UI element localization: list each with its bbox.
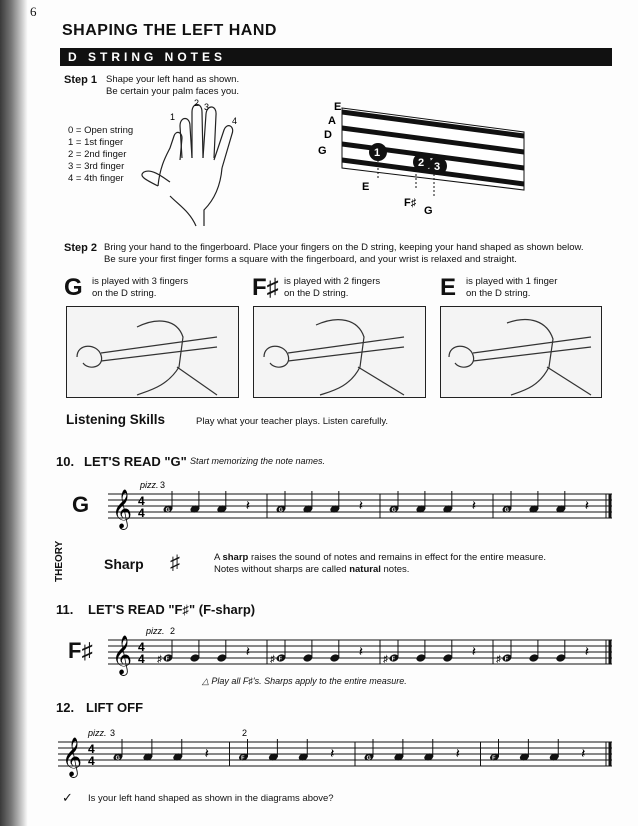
note-name-in-head: F (165, 656, 169, 663)
exercise-11-title: LET'S READ "F♯" (F-sharp) (88, 602, 256, 617)
quarter-rest: 𝄽 (455, 745, 460, 761)
sharp-sign: ♯ (270, 654, 275, 665)
sharp-sign: ♯ (383, 654, 388, 665)
step2-line1: Bring your hand to the fingerboard. Place your fingers on the D string, keeping your hand shaped as shown below. (104, 242, 584, 253)
note-desc-line: is played with 1 finger (466, 276, 558, 287)
exercise-11-note-letter: F♯ (68, 638, 93, 663)
quarter-rest: 𝄽 (471, 497, 477, 513)
finger-number: 3 (110, 728, 116, 738)
step1-line2: Be certain your palm faces you. (106, 86, 240, 97)
finger-number: 2 (194, 98, 200, 108)
legend-item: 0 = Open string (68, 125, 134, 136)
quarter-rest: 𝄽 (358, 497, 364, 513)
check-question: Is your left hand shaped as shown in the diagrams above? (88, 793, 334, 804)
step2-line2: Be sure your first finger forms a square with the fingerboard, and your wrist is relaxed and straight. (104, 254, 517, 265)
finger-number: 1 (170, 112, 176, 122)
string-label: A (328, 115, 336, 127)
theory-line1: A sharp raises the sound of notes and remains in effect for the entire measure. (214, 552, 546, 563)
section-banner: D STRING NOTES (60, 48, 612, 66)
legend-item: 2 = 2nd finger (68, 149, 127, 160)
exercise-10-number: 10. (56, 454, 75, 469)
time-signature-bottom: 4 (138, 506, 145, 520)
treble-clef: 𝄞 (112, 636, 133, 674)
exercise-10-title: LET'S READ "G" (84, 454, 187, 469)
hand-illustration (140, 96, 260, 228)
quarter-rest: 𝄽 (204, 745, 209, 761)
sharp-symbol: ♯ (170, 552, 180, 574)
finger-number: 2 (170, 626, 176, 636)
note-desc-line: on the D string. (284, 288, 349, 299)
note-label: G (424, 205, 433, 217)
finger-marker-number: 3 (434, 161, 441, 173)
note-desc-line: on the D string. (466, 288, 531, 299)
step1-line1: Shape your left hand as shown. (106, 74, 240, 85)
note-name-in-head: G (504, 507, 509, 514)
note-name-in-head: G (278, 507, 283, 514)
note-name-in-head: F (278, 656, 282, 663)
time-signature-top: 4 (88, 742, 95, 756)
note-name-in-head: F (241, 755, 245, 762)
finger-number: 3 (204, 102, 210, 112)
quarter-rest: 𝄽 (245, 497, 251, 513)
staff-exercise-11 (108, 618, 614, 676)
note-name-in-head: G (391, 507, 396, 514)
note-letter: F♯ (252, 274, 279, 301)
note-desc-line: is played with 2 fingers (284, 276, 381, 287)
exercise-11-note: △ Play all F♯'s. Sharps apply to the entire measure. (202, 676, 407, 686)
page-title: SHAPING THE LEFT HAND (62, 22, 277, 39)
photo-fsharp-hand-position (253, 306, 426, 398)
quarter-rest: 𝄽 (584, 497, 590, 513)
check-mark: ✓ (62, 790, 73, 805)
time-signature-bottom: 4 (88, 754, 95, 768)
finger-number: 4 (232, 116, 238, 126)
exercise-12-number: 12. (56, 700, 75, 715)
exercise-11-number: 11. (56, 602, 74, 617)
note-label: E (362, 181, 370, 193)
theory-line2: Notes without sharps are called natural notes. (214, 564, 410, 575)
quarter-rest: 𝄽 (358, 643, 364, 659)
legend-item: 3 = 3rd finger (68, 161, 125, 172)
pizz-marking: pizz. (140, 480, 159, 490)
note-desc-line: is played with 3 fingers (92, 276, 189, 287)
pizz-marking: pizz. (146, 626, 165, 636)
finger-marker-number: 2 (418, 157, 425, 169)
exercise-10-subtitle: Start memorizing the note names. (190, 456, 326, 466)
pizz-marking: pizz. (88, 728, 107, 738)
sharp-sign: ♯ (496, 654, 501, 665)
listening-skills-label: Listening Skills (66, 412, 166, 427)
note-name-in-head: G (115, 755, 120, 762)
photo-g-hand-position (66, 306, 239, 398)
note-name-in-head: G (165, 507, 170, 514)
quarter-rest: 𝄽 (584, 643, 590, 659)
treble-clef: 𝄞 (62, 738, 83, 776)
legend-item: 4 = 4th finger (68, 173, 124, 184)
string-label: D (324, 129, 332, 141)
finger-number: 2 (242, 728, 248, 738)
theory-term: Sharp (104, 556, 144, 572)
note-letter: E (440, 274, 457, 301)
fingerboard-diagram (312, 98, 532, 218)
quarter-rest: 𝄽 (581, 745, 586, 761)
step1-label: Step 1 (64, 74, 98, 86)
note-name-in-head: F (504, 656, 508, 663)
legend-item: 1 = 1st finger (68, 137, 124, 148)
string-label: G (318, 145, 327, 157)
sharp-sign: ♯ (157, 654, 162, 665)
note-letter: G (64, 274, 83, 301)
string-label: E (334, 101, 342, 113)
staff-exercise-10 (108, 470, 614, 530)
photo-e-hand-position (440, 306, 602, 398)
finger-legend (68, 125, 133, 185)
book-spine-shadow (0, 0, 28, 826)
note-name-in-head: G (366, 755, 371, 762)
page-number: 6 (30, 4, 37, 19)
step2-label: Step 2 (64, 242, 98, 254)
finger-marker-number: 1 (374, 147, 381, 159)
exercise-12-title: LIFT OFF (86, 700, 144, 715)
quarter-rest: 𝄽 (471, 643, 477, 659)
note-label: F♯ (404, 197, 417, 209)
staff-exercise-12 (58, 716, 614, 778)
note-name-in-head: F (492, 755, 496, 762)
quarter-rest: 𝄽 (330, 745, 335, 761)
exercise-10-note-letter: G (72, 492, 90, 517)
treble-clef: 𝄞 (112, 490, 133, 528)
finger-number: 3 (160, 480, 166, 490)
time-signature-top: 4 (138, 494, 145, 508)
quarter-rest: 𝄽 (245, 643, 251, 659)
note-desc-line: on the D string. (92, 288, 157, 299)
time-signature-bottom: 4 (138, 652, 145, 666)
listening-skills-text: Play what your teacher plays. Listen carefully. (196, 416, 389, 427)
note-name-in-head: F (391, 656, 395, 663)
time-signature-top: 4 (138, 640, 145, 654)
theory-tag: THEORY (54, 540, 65, 582)
